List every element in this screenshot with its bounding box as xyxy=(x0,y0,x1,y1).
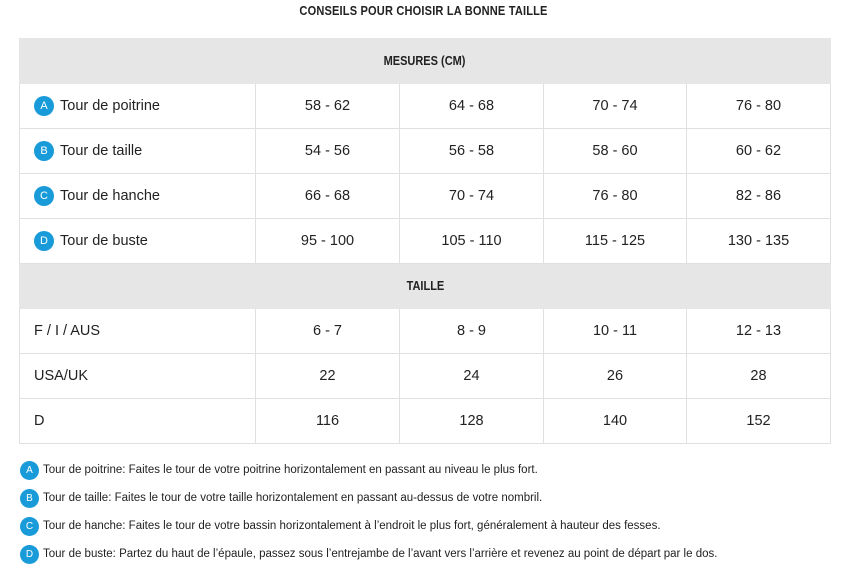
note-torso xyxy=(20,540,840,568)
measure-row-torso xyxy=(20,219,831,264)
note-text: Tour de hanche: Faites le tour de votre bassin horizontalement à l’endroit le plus fort, généralement à hauteur des fesses. xyxy=(43,520,661,532)
table-cell: 28 xyxy=(687,354,831,399)
table-cell: 82 - 86 xyxy=(687,174,831,219)
badge-b: B xyxy=(34,141,54,161)
table-cell: 58 - 62 xyxy=(256,84,400,129)
table-cell: 58 - 60 xyxy=(544,129,687,174)
table-cell: 116 xyxy=(256,399,400,444)
size-row-f-i-aus xyxy=(20,309,831,354)
table-cell: 128 xyxy=(400,399,544,444)
measure-row-hip xyxy=(20,174,831,219)
table-cell: 115 - 125 xyxy=(544,219,687,264)
note-text: Tour de buste: Partez du haut de l’épaule, passez sous l’entrejambe de l’avant vers l’arrière et revenez au point de départ par le dos. xyxy=(43,548,718,560)
badge-a: A xyxy=(34,96,54,116)
badge-c: C xyxy=(20,517,39,536)
note-chest xyxy=(20,456,840,484)
table-cell: 12 - 13 xyxy=(687,309,831,354)
measure-row-chest xyxy=(20,84,831,129)
table-cell: 130 - 135 xyxy=(687,219,831,264)
table-cell: 6 - 7 xyxy=(256,309,400,354)
table-cell: 70 - 74 xyxy=(400,174,544,219)
table-cell: 95 - 100 xyxy=(256,219,400,264)
measure-label: B Tour de taille xyxy=(20,129,256,174)
measures-header: MESURES (CM) xyxy=(20,39,831,84)
measure-label: C Tour de hanche xyxy=(20,174,256,219)
measure-label: A Tour de poitrine xyxy=(20,84,256,129)
table-cell: 64 - 68 xyxy=(400,84,544,129)
note-text: Tour de poitrine: Faites le tour de votre poitrine horizontalement en passant au niveau le plus fort. xyxy=(43,464,538,476)
measure-row-waist xyxy=(20,129,831,174)
table-cell: 60 - 62 xyxy=(687,129,831,174)
size-label: D xyxy=(20,399,256,444)
table-cell: 66 - 68 xyxy=(256,174,400,219)
note-waist xyxy=(20,484,840,512)
table-cell: 8 - 9 xyxy=(400,309,544,354)
badge-d: D xyxy=(34,231,54,251)
table-cell: 152 xyxy=(687,399,831,444)
table-cell: 22 xyxy=(256,354,400,399)
badge-a: A xyxy=(20,461,39,480)
size-chart-table xyxy=(19,38,831,444)
table-cell: 56 - 58 xyxy=(400,129,544,174)
size-header-row xyxy=(20,264,831,309)
table-cell: 76 - 80 xyxy=(544,174,687,219)
table-cell: 24 xyxy=(400,354,544,399)
size-label: F / I / AUS xyxy=(20,309,256,354)
table-cell: 70 - 74 xyxy=(544,84,687,129)
size-header: TAILLE xyxy=(20,264,831,309)
note-hip xyxy=(20,512,840,540)
badge-d: D xyxy=(20,545,39,564)
table-cell: 26 xyxy=(544,354,687,399)
table-cell: 140 xyxy=(544,399,687,444)
size-row-usa-uk xyxy=(20,354,831,399)
table-cell: 10 - 11 xyxy=(544,309,687,354)
table-cell: 54 - 56 xyxy=(256,129,400,174)
size-row-d xyxy=(20,399,831,444)
badge-c: C xyxy=(34,186,54,206)
measures-header-row xyxy=(20,39,831,84)
size-label: USA/UK xyxy=(20,354,256,399)
measure-label: D Tour de buste xyxy=(20,219,256,264)
table-cell: 105 - 110 xyxy=(400,219,544,264)
table-cell: 76 - 80 xyxy=(687,84,831,129)
page-title: CONSEILS POUR CHOISIR LA BONNE TAILLE xyxy=(299,3,548,18)
badge-b: B xyxy=(20,489,39,508)
measurement-notes xyxy=(20,456,840,568)
note-text: Tour de taille: Faites le tour de votre taille horizontalement en passant au-dessus de votre nombril. xyxy=(43,492,543,504)
